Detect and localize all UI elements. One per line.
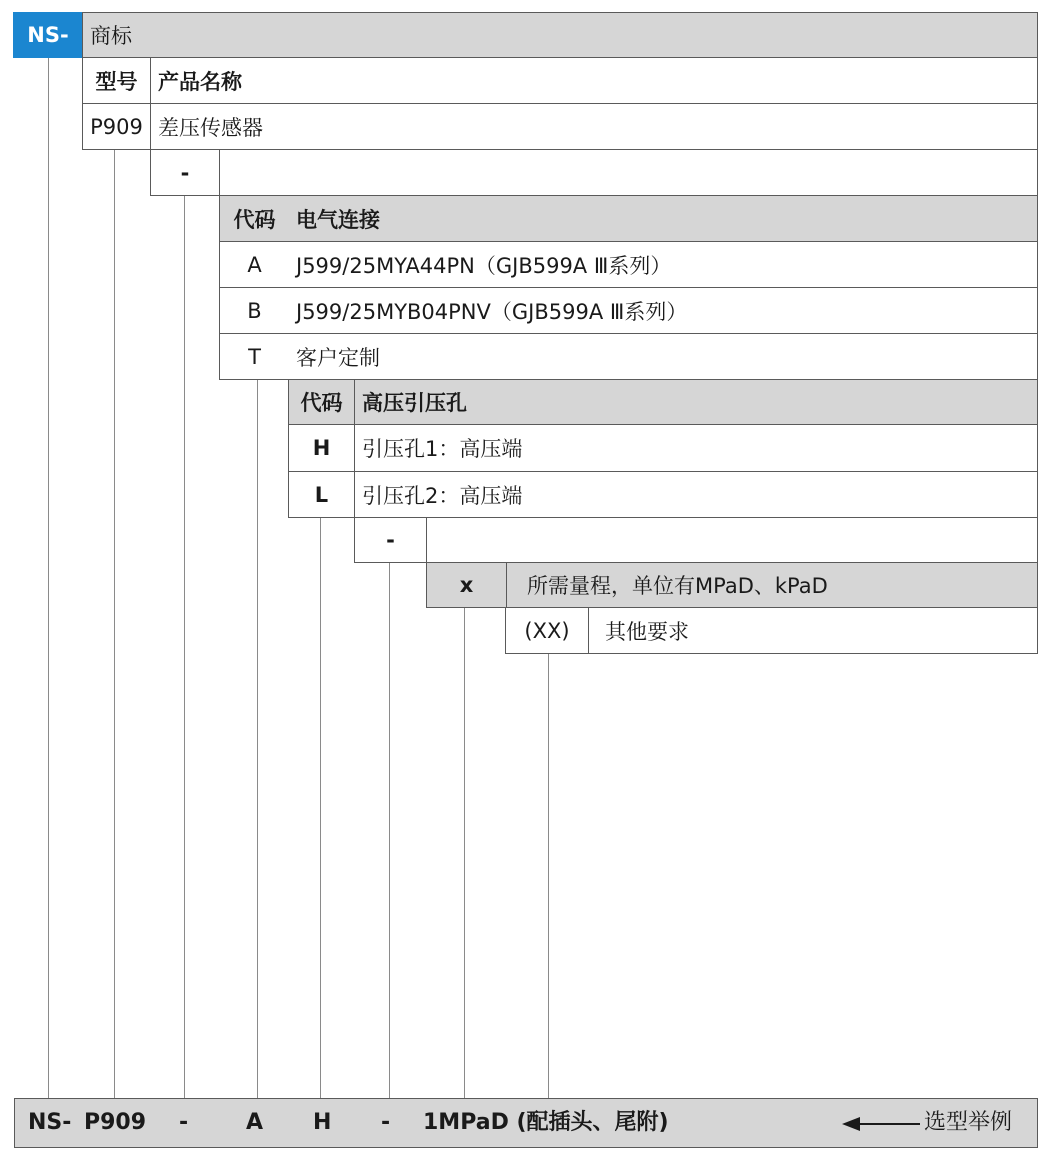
- port-code-l: L: [288, 471, 355, 518]
- other-desc: 其他要求: [588, 607, 1038, 654]
- example-prefix: NS-: [28, 1110, 72, 1135]
- connector-line-sep1: [184, 196, 185, 1098]
- separator-1-blank: [219, 149, 1038, 196]
- separator-1: -: [150, 149, 220, 196]
- port-desc-l: 引压孔2：高压端: [354, 471, 1038, 518]
- example-sep-1: -: [179, 1110, 189, 1135]
- electrical-code-t: T: [219, 333, 289, 380]
- product-name: 差压传感器: [150, 103, 1038, 150]
- port-title-header: 高压引压孔: [354, 379, 1038, 425]
- example-model: P909: [84, 1110, 147, 1135]
- range-code: x: [426, 562, 506, 608]
- model-column-header: 型号: [82, 57, 151, 104]
- range-desc: 所需量程，单位有MPaD、kPaD: [506, 562, 1038, 608]
- example-arrow-label: 选型举例: [924, 1110, 1013, 1135]
- product-name-column-header: 产品名称: [150, 57, 1038, 104]
- example-sep-2: -: [381, 1110, 391, 1135]
- arrow-left-icon: [842, 1114, 922, 1134]
- electrical-title-header: 电气连接: [289, 195, 1038, 242]
- port-desc-h: 引压孔1：高压端: [354, 424, 1038, 472]
- example-port: H: [313, 1110, 332, 1135]
- model-code: P909: [82, 103, 151, 150]
- port-code-header: 代码: [288, 379, 355, 425]
- connector-line-range: [464, 607, 465, 1098]
- brand-label: 商标: [82, 12, 1038, 58]
- connector-line-prefix: [48, 58, 49, 1098]
- electrical-code-a: A: [219, 241, 289, 288]
- connector-line-port: [320, 518, 321, 1098]
- separator-2: -: [354, 517, 427, 563]
- electrical-desc-t: 客户定制: [289, 333, 1038, 380]
- example-range: 1MPaD (配插头、尾附): [423, 1110, 669, 1135]
- connector-line-other: [548, 653, 549, 1098]
- other-code: (XX): [505, 607, 589, 654]
- separator-2-blank: [426, 517, 1038, 563]
- electrical-code-b: B: [219, 287, 289, 334]
- electrical-desc-b: J599/25MYB04PNV（GJB599A Ⅲ系列）: [289, 287, 1038, 334]
- electrical-desc-a: J599/25MYA44PN（GJB599A Ⅲ系列）: [289, 241, 1038, 288]
- electrical-code-header: 代码: [219, 195, 289, 242]
- connector-line-electrical: [257, 379, 258, 1098]
- prefix-badge: NS-: [13, 12, 83, 58]
- connector-line-sep2: [389, 562, 390, 1098]
- port-code-h: H: [288, 424, 355, 472]
- example-electrical: A: [246, 1110, 264, 1135]
- connector-line-model: [114, 150, 115, 1098]
